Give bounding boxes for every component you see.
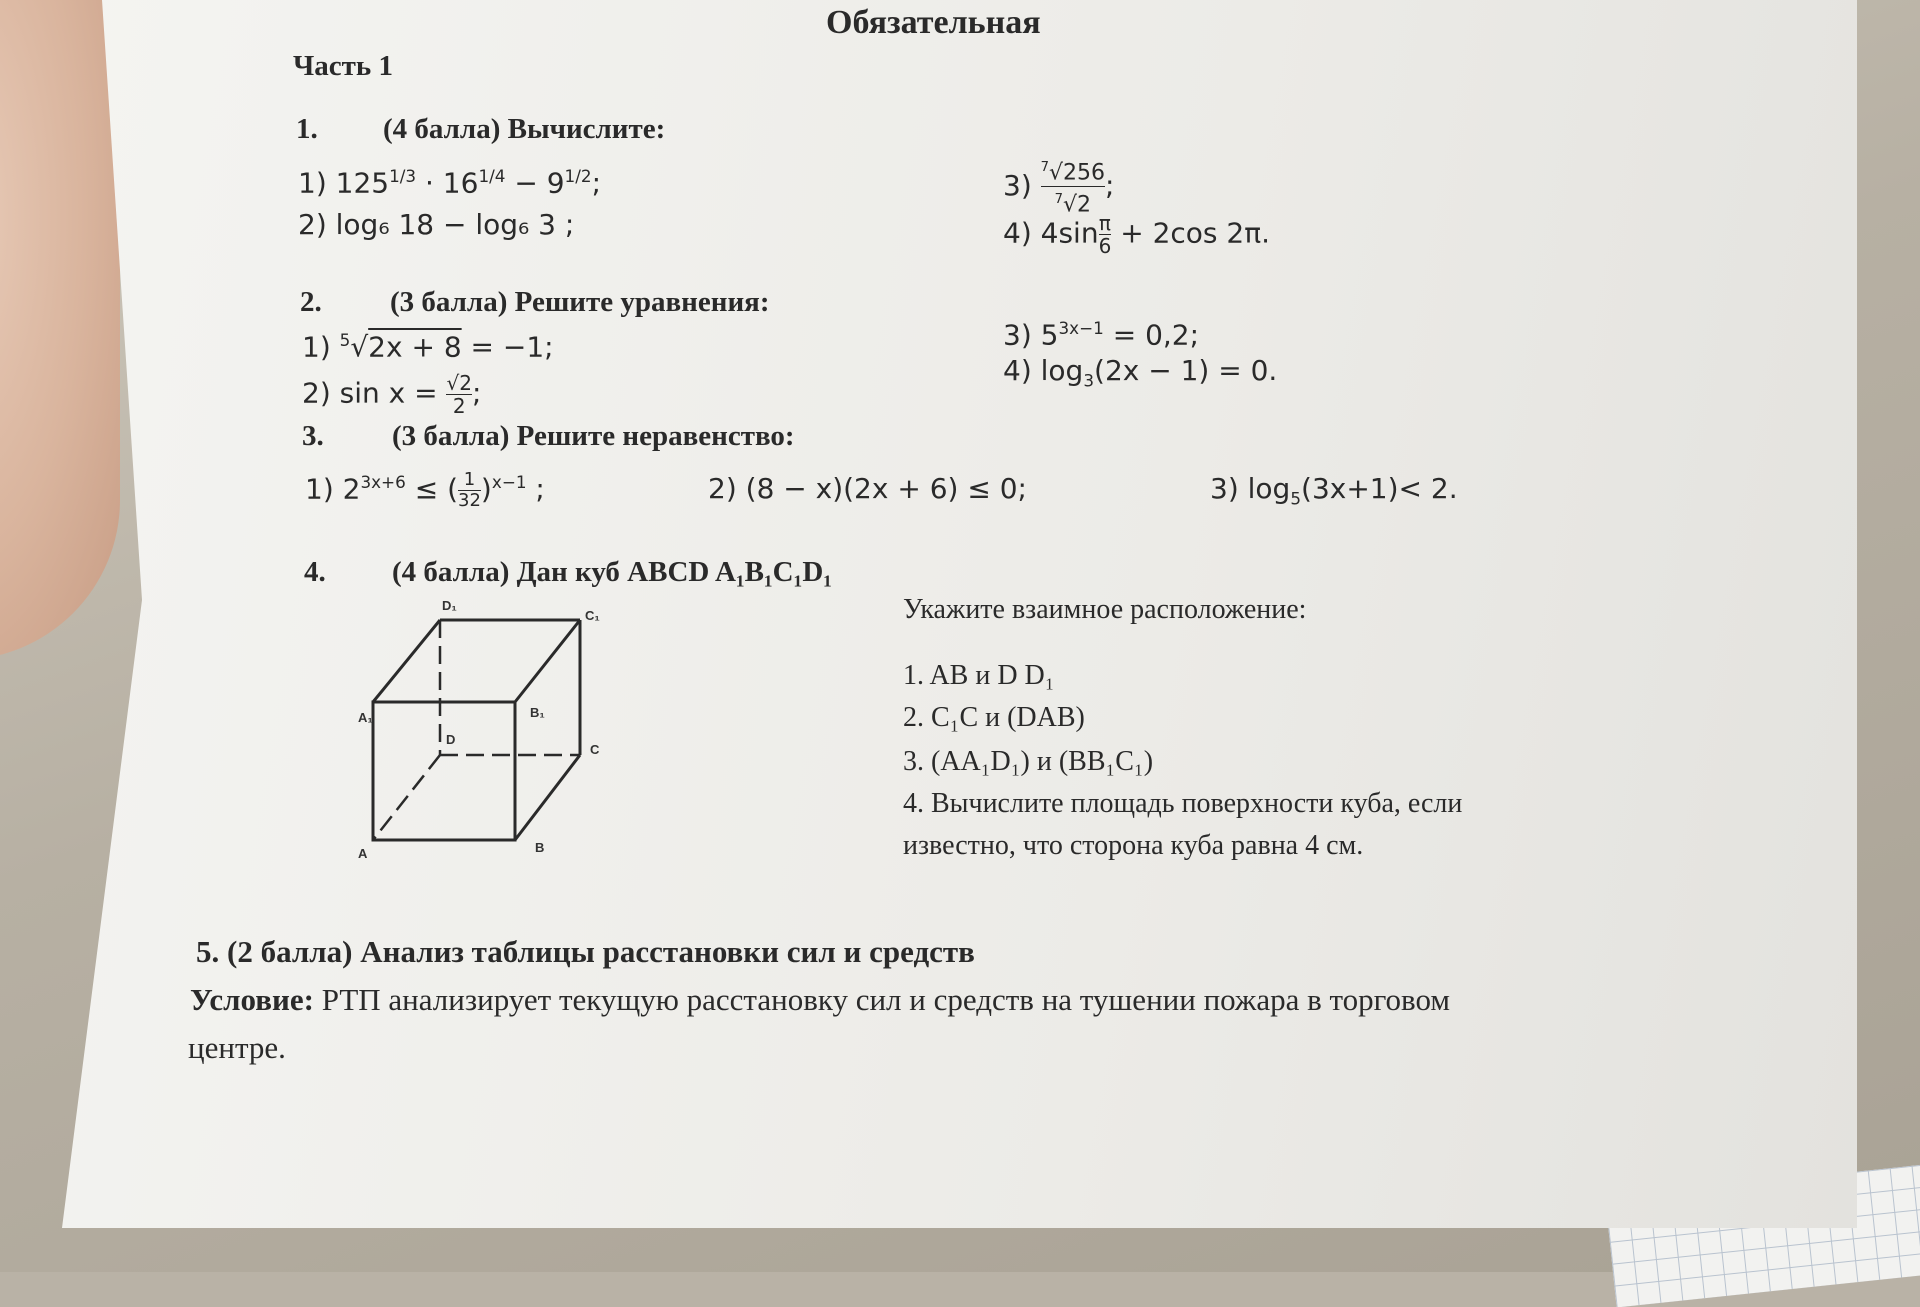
q2-item-1: 1) $^5$√2x + 8 = −1; (302, 330, 554, 364)
q1-heading: (4 балла) Вычислите: (383, 113, 666, 145)
cube-label-d1: D₁ (442, 598, 457, 613)
cube-diagram (340, 590, 620, 870)
cube-label-c1: C₁ (585, 608, 600, 623)
q4-item-2: 2. C₁C и (DAB) (903, 702, 1085, 733)
cube-label-b1: B₁ (530, 705, 545, 720)
q4-item-4-cont: известно, что сторона куба равна 4 см. (903, 830, 1364, 861)
cube-edge-da (373, 755, 440, 840)
cube-front-face (373, 702, 515, 840)
cube-edge-b1c1 (515, 620, 580, 702)
thumb (0, 0, 120, 660)
q3-item-3: 3) $\log_5(3x+1)< 2$. (1210, 472, 1458, 509)
q3-item-1: 1) $2^{3x+6}$ ≤ ( $\frac{1}{32}$ )$^{x-1}$ ; (305, 469, 545, 511)
q5-condition-text: РТП анализирует текущую расстановку сил и средств на тушении пожара в торговом (313, 982, 1451, 1017)
q4-item-1: 1. AB и D D₁ (903, 660, 1055, 691)
cube-edge-a1d1 (373, 620, 440, 702)
q4-number: 4. (304, 556, 326, 588)
q5-condition-cont: центре. (188, 1030, 286, 1065)
q4-item-3: 3. (AA₁D₁) и (BB₁C₁) (903, 746, 1154, 777)
cube-label-c: C (590, 742, 600, 757)
q3-heading: (3 балла) Решите неравенство: (392, 420, 795, 452)
q1-item-4: 4) 4sin $\frac{\pi}{6}$ + 2cos 2π. (1003, 211, 1270, 258)
q4-item-4: 4. Вычислите площадь поверхности куба, если (903, 788, 1463, 819)
q3-item-2: 2) (8 − x)(2x + 6) ≤ 0; (708, 472, 1027, 505)
q1-number: 1. (296, 113, 318, 145)
cube-label-a1: A₁ (358, 710, 373, 725)
q1-item-1: 1) $125^{1/3} \cdot 16^{1/4} - 9^{1/2}$; (298, 166, 601, 200)
q2-item-2: 2) sin x = $\frac{√2}{2}$ ; (302, 371, 482, 418)
page-title: Обязательная (826, 4, 1041, 41)
cube-edge-bc (515, 755, 580, 840)
q2-number: 2. (300, 286, 322, 318)
cube-label-d: D (446, 732, 456, 747)
q1-item-3: 3) $\frac{^7√256}{^7√2}$ ; (1003, 155, 1114, 219)
q5-heading: 5. (2 балла) Анализ таблицы расстановки сил и средств (196, 934, 975, 969)
q2-heading: (3 балла) Решите уравнения: (390, 286, 770, 318)
part-heading: Часть 1 (293, 50, 393, 82)
q5-condition-label: Условие: (190, 982, 314, 1017)
q4-heading: (4 балла) Дан куб ABCD A₁B₁C₁D₁ (392, 556, 832, 588)
cube-label-a: A (358, 846, 368, 861)
q1-item-2: 2) log₆ 18 − log₆ 3 ; (298, 208, 575, 241)
q5-condition (190, 982, 1450, 1018)
q2-item-3: 3) $5^{3x-1} = 0,2$; (1003, 318, 1200, 352)
cube-label-b: B (535, 840, 545, 855)
q4-intro: Укажите взаимное расположение: (903, 594, 1307, 625)
q2-item-4: 4) $\log_3(2x - 1) = 0$. (1003, 354, 1278, 391)
q3-number: 3. (302, 420, 324, 452)
